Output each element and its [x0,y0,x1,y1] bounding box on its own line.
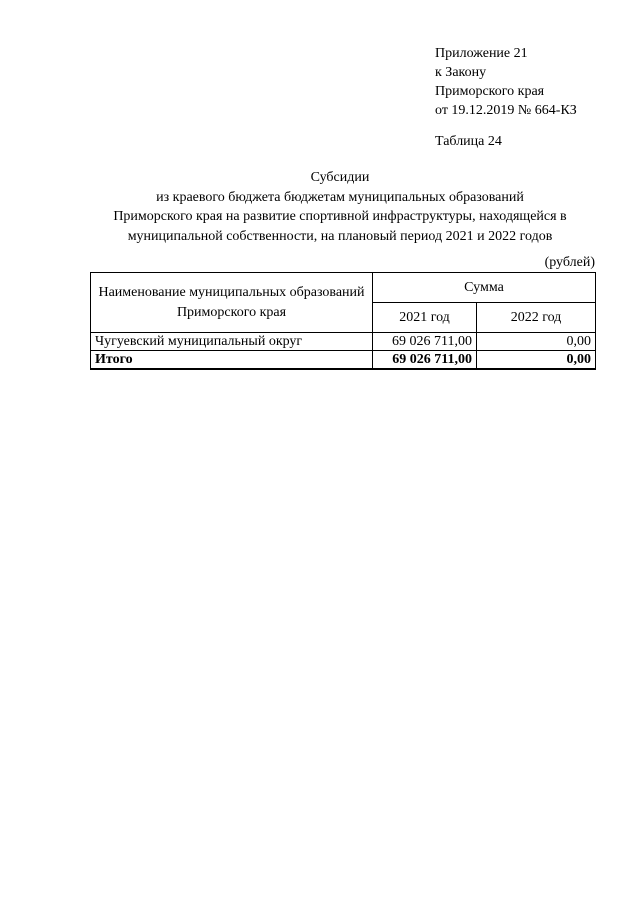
annex-line: Приморского края [435,84,545,99]
title-line: муниципальной собственности, на плановый период 2021 и 2022 годов [127,228,553,244]
row-2022: 0,00 [477,333,596,351]
header-year-2022: 2022 год [477,303,596,333]
total-row [91,351,596,370]
document-title [60,168,620,246]
row-2021: 69 026 711,00 [373,333,477,351]
subsidy-table [90,272,596,370]
total-2021: 69 026 711,00 [373,351,477,370]
annex-block [435,44,577,120]
title-line: Субсидии [310,170,370,185]
header-name: Наименование муниципальных образований Приморского края [91,273,373,333]
title-line: Приморского края на развитие спортивной инфраструктуры, находящейся в [113,209,567,224]
annex-line: Приложение 21 [435,46,528,61]
title-line: из краевого бюджета бюджетам муниципальных образований [156,189,524,205]
total-name: Итого [91,351,373,370]
row-name: Чугуевский муниципальный округ [91,333,373,351]
header-year-2021: 2021 год [373,303,477,333]
header-sum: Сумма [373,273,596,303]
annex-line: от 19.12.2019 № 664-КЗ [435,103,577,118]
total-2022: 0,00 [477,351,596,370]
annex-line: к Закону [435,65,487,80]
table-number: Таблица 24 [435,134,502,149]
table-row [91,333,596,351]
units-label: (рублей) [544,255,595,270]
